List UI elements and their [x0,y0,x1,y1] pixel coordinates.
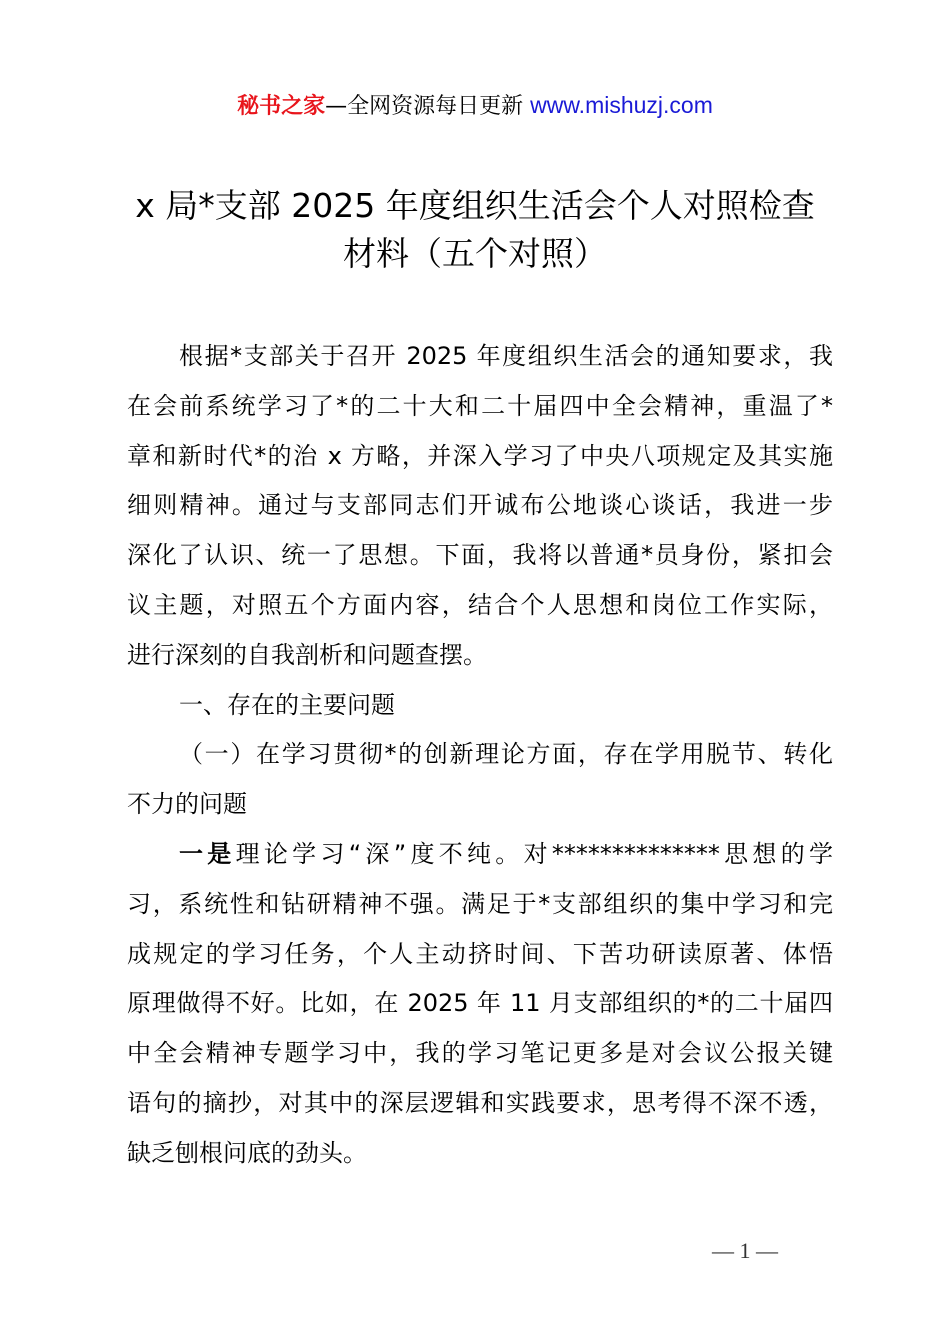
text-line: 习，系统性和钻研精神不强。满足于*支部组织的集中学习和完 [127,889,833,918]
text-line: 深化了认识、统一了思想。下面，我将以普通*员身份，紧扣会 [127,541,833,570]
brand-name: 秘书之家 [237,94,326,119]
text-line: 语句的摘抄，对其中的深层逻辑和实践要求，思考得不深不透， [127,1088,833,1117]
text-line: 章和新时代*的治 x 方略，并深入学习了中央八项规定及其实施 [127,441,833,470]
title-line-2: 材料（五个对照） [343,234,607,273]
text-line: 细则精神。通过与支部同志们开诚布公地谈心谈话，我进一步 [127,491,833,520]
text-line: 原理做得不好。比如，在 2025 年 11 月支部组织的*的二十届四 [127,989,833,1018]
intro-paragraph [127,332,833,681]
document-body [127,332,833,1179]
text-line: （一）在学习贯彻*的创新理论方面，存在学用脱节、转化 [179,740,833,769]
site-banner [0,88,950,124]
text-line: 议主题，对照五个方面内容，结合个人思想和岗位工作实际， [127,590,833,619]
text-line: 成规定的学习任务，个人主动挤时间、下苦功研读原著、体悟 [127,939,833,968]
title-line-1: x 局*支部 2025 年度组织生活会个人对照检查 [135,186,815,225]
text-line: 中全会精神专题学习中，我的学习笔记更多是对会议公报关键 [127,1039,833,1068]
page-number: — 1 — [712,1238,778,1263]
point-lead: 一是 [179,839,236,868]
text-line: 缺乏刨根问底的劲头。 [127,1138,367,1167]
section-heading: 一、存在的主要问题 [179,690,395,719]
text-line: 进行深刻的自我剖析和问题查摆。 [127,640,487,669]
subsection-heading [127,730,833,830]
text-line: 在会前系统学习了*的二十大和二十届四中全会精神，重温了* [127,391,833,420]
site-url[interactable]: www.mishuzj.com [530,92,713,118]
point-text: 理论学习“深”度不纯。对**************思想的学 [235,839,833,868]
point-paragraph [127,830,833,1179]
text-line [127,830,833,880]
text-line: 根据*支部关于召开 2025 年度组织生活会的通知要求，我 [179,342,833,370]
text-line: 不力的问题 [127,790,247,819]
banner-slogan: —全网资源每日更新 [325,94,524,119]
document-title [100,182,850,278]
